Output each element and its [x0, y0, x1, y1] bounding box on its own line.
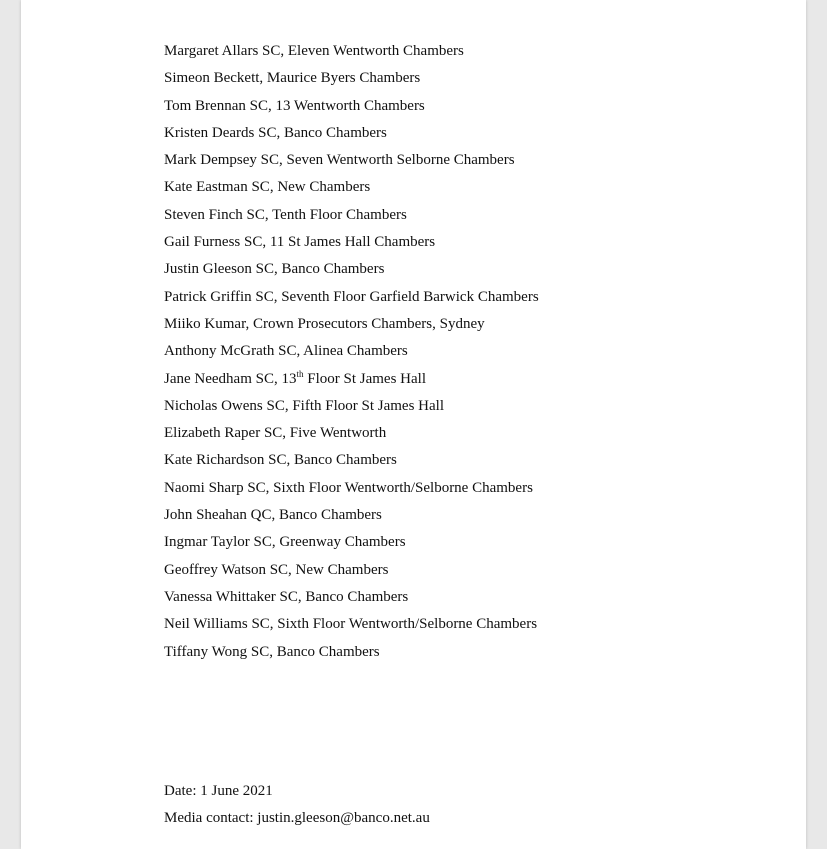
signatory-line: Kate Richardson SC, Banco Chambers [164, 452, 397, 469]
signatory-line: Kristen Deards SC, Banco Chambers [164, 124, 387, 141]
media-contact-label: Media contact: [164, 810, 258, 827]
signatory-line: Miiko Kumar, Crown Prosecutors Chambers, Sydney [164, 315, 485, 332]
signatory-line: Ingmar Taylor SC, Greenway Chambers [164, 534, 406, 551]
needham-suffix: Floor St James Hall [303, 370, 426, 387]
signatory-line: Neil Williams SC, Sixth Floor Wentworth/Selborne Chambers [164, 616, 538, 633]
signatory-line: Geoffrey Watson SC, New Chambers [164, 561, 389, 578]
signatory-line: Vanessa Whittaker SC, Banco Chambers [164, 588, 409, 605]
ordinal-suffix: th [296, 368, 304, 379]
signatory-line-needham [164, 368, 539, 395]
signatory-line: Anthony McGrath SC, Alinea Chambers [164, 343, 408, 360]
signatory-line: John Sheahan QC, Banco Chambers [164, 507, 382, 524]
document-footer [164, 780, 430, 835]
signatory-line: Simeon Beckett, Maurice Byers Chambers [164, 70, 421, 87]
signatory-line: Nicholas Owens SC, Fifth Floor St James Hall [164, 397, 444, 414]
document-page [21, 0, 806, 849]
signatory-line: Margaret Allars SC, Eleven Wentworth Chambers [164, 43, 464, 59]
signatory-line: Tom Brennan SC, 13 Wentworth Chambers [164, 97, 425, 114]
needham-prefix: Jane Needham SC, 13 [164, 370, 297, 387]
signatory-line: Elizabeth Raper SC, Five Wentworth [164, 425, 387, 442]
media-contact-email: justin.gleeson@banco.net.au [257, 810, 430, 827]
signatory-line: Justin Gleeson SC, Banco Chambers [164, 261, 385, 278]
signatory-list [164, 40, 539, 668]
signatory-line: Tiffany Wong SC, Banco Chambers [164, 643, 380, 660]
signatory-line: Kate Eastman SC, New Chambers [164, 179, 371, 196]
signatory-line: Patrick Griffin SC, Seventh Floor Garfield Barwick Chambers [164, 288, 539, 305]
date-line: Date: 1 June 2021 [164, 783, 273, 799]
signatory-line: Mark Dempsey SC, Seven Wentworth Selborne Chambers [164, 152, 515, 169]
signatory-line: Steven Finch SC, Tenth Floor Chambers [164, 206, 407, 223]
media-contact-line [164, 807, 430, 834]
signatory-line: Naomi Sharp SC, Sixth Floor Wentworth/Selborne Chambers [164, 479, 533, 496]
signatory-line: Gail Furness SC, 11 St James Hall Chambers [164, 234, 436, 251]
